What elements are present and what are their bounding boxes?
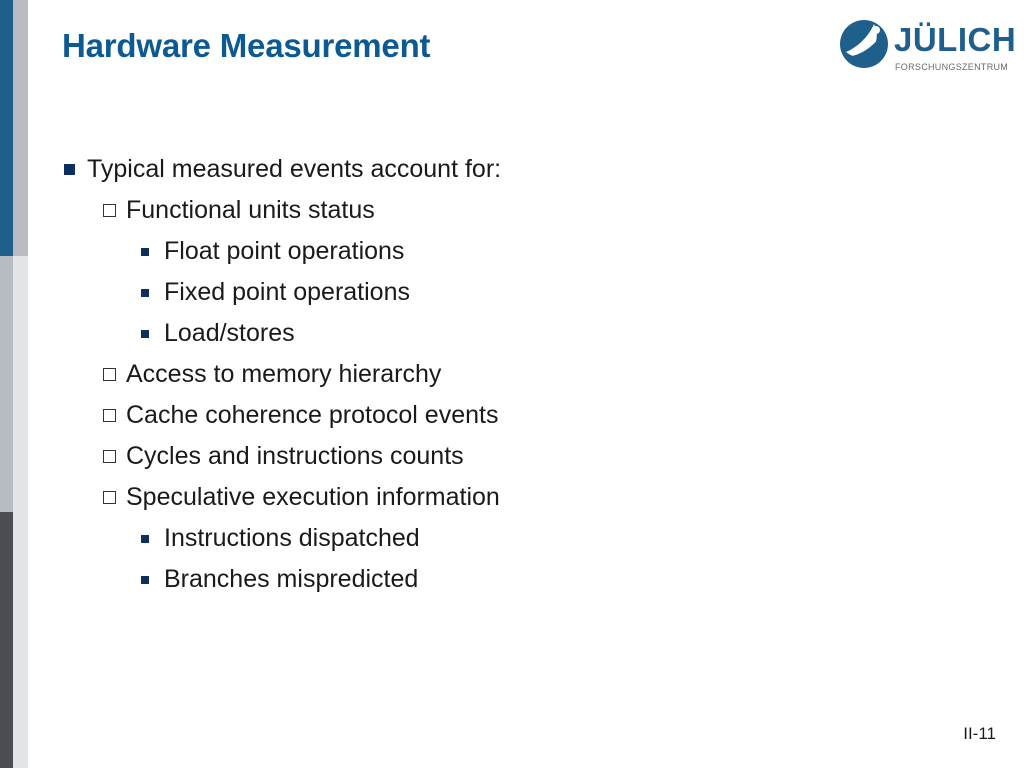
juelich-logo bbox=[838, 18, 1017, 80]
bullet-item bbox=[62, 231, 501, 272]
bullet-text: Typical measured events account for: bbox=[87, 155, 502, 183]
bullet-text: Functional units status bbox=[126, 196, 375, 224]
bullet-item bbox=[62, 190, 501, 231]
slide-title: Hardware Measurement bbox=[62, 27, 431, 64]
sidebar-stripe-blue bbox=[0, 0, 28, 256]
bullet-item bbox=[62, 354, 501, 395]
bullet-item bbox=[62, 518, 501, 559]
bullet-text: Load/stores bbox=[164, 319, 295, 347]
logo-subtitle: FORSCHUNGSZENTRUM bbox=[895, 62, 1009, 72]
bullet-text: Cycles and instructions counts bbox=[126, 442, 464, 470]
square-bullet-icon bbox=[64, 164, 75, 175]
small-square-bullet-icon bbox=[141, 576, 149, 584]
bullet-item bbox=[62, 313, 501, 354]
hollow-square-bullet-icon bbox=[103, 368, 116, 381]
bullet-text: Float point operations bbox=[164, 237, 405, 265]
bullet-item bbox=[62, 395, 501, 436]
small-square-bullet-icon bbox=[141, 535, 149, 543]
hollow-square-bullet-icon bbox=[103, 450, 116, 463]
hollow-square-bullet-icon bbox=[103, 491, 116, 504]
page-number: II-11 bbox=[963, 724, 996, 743]
hollow-square-bullet-icon bbox=[103, 409, 116, 422]
bullet-text: Branches mispredicted bbox=[164, 565, 419, 593]
small-square-bullet-icon bbox=[141, 330, 149, 338]
bullet-list bbox=[62, 149, 501, 600]
hollow-square-bullet-icon bbox=[103, 204, 116, 217]
bullet-text: Speculative execution information bbox=[126, 483, 500, 511]
bullet-item bbox=[62, 436, 501, 477]
sidebar-stripe-gray bbox=[0, 256, 28, 512]
small-square-bullet-icon bbox=[141, 289, 149, 297]
bullet-item bbox=[62, 477, 501, 518]
logo-name: JÜLICH bbox=[894, 21, 1017, 58]
bullet-text: Access to memory hierarchy bbox=[126, 360, 442, 388]
juelich-logo-mark-icon bbox=[838, 18, 890, 70]
sidebar-stripe-dark bbox=[0, 512, 28, 768]
bullet-item bbox=[62, 559, 501, 600]
bullet-item bbox=[62, 149, 501, 190]
small-square-bullet-icon bbox=[141, 248, 149, 256]
bullet-item bbox=[62, 272, 501, 313]
bullet-text: Instructions dispatched bbox=[164, 524, 420, 552]
bullet-text: Fixed point operations bbox=[164, 278, 410, 306]
bullet-text: Cache coherence protocol events bbox=[126, 401, 499, 429]
